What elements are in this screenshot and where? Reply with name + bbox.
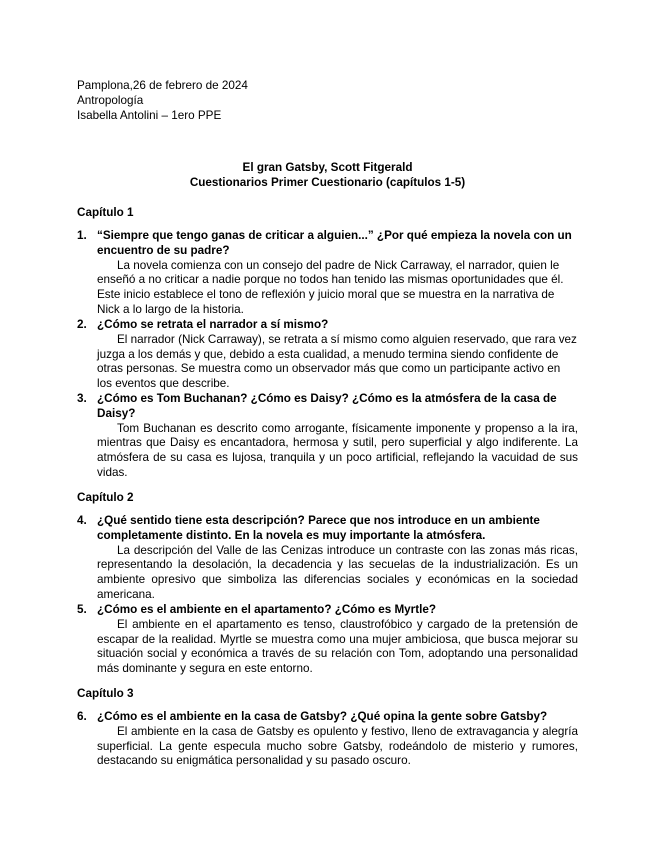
answer-text: La novela comienza con un consejo del padre de Nick Carraway, el narrador, quien le enseñó a no criticar a nadie porque no todos han tenido las mismas oportunidades que él. Este inicio establece el tono de reflexión y juicio moral que se muestra en la narrativa de Nick a lo largo de la historia.: [97, 258, 564, 316]
place-date: Pamplona,26 de febrero de 2024: [77, 79, 248, 92]
question-number: 6.: [77, 710, 87, 723]
title-line-1: El gran Gatsby, Scott Fitgerald: [242, 161, 413, 174]
question-item-1: [77, 229, 578, 318]
question-item-3: [77, 392, 578, 481]
document-title: [0, 160, 655, 190]
question-number: 2.: [77, 318, 87, 331]
document-header: [77, 78, 248, 123]
question-number: 3.: [77, 392, 87, 405]
question-number: 5.: [77, 603, 87, 616]
question-text: “Siempre que tengo ganas de criticar a alguien...” ¿Por qué empieza la novela con un encuentro de su padre?: [97, 229, 572, 257]
question-number: 1.: [77, 229, 87, 242]
question-text: ¿Qué sentido tiene esta descripción? Parece que nos introduce en un ambiente completamente distinto. En la novela es muy importante la atmósfera.: [97, 514, 540, 542]
answer-text: El ambiente en el apartamento es tenso, claustrofóbico y cargado de la pretensión de escapar de la realidad. Myrtle se muestra como una mujer ambiciosa, que busca mejorar su situación social y económica a través de su relación con Tom, adoptando una personalidad más dominante y segura en este entorno.: [97, 617, 578, 676]
question-item-2: [77, 318, 578, 392]
question-item-6: [77, 710, 578, 769]
chapter-heading-3: Capítulo 3: [77, 687, 134, 700]
question-text: ¿Cómo es el ambiente en la casa de Gatsby? ¿Qué opina la gente sobre Gatsby?: [97, 710, 548, 723]
answer-text: El ambiente en la casa de Gatsby es opulento y festivo, lleno de extravagancia y alegría superficial. La gente especula mucho sobre Gatsby, rodeándolo de misterio y rumores, destacando su enigmática personalidad y su pasado oscuro.: [97, 724, 578, 768]
question-text: ¿Cómo es el ambiente en el apartamento? ¿Cómo es Myrtle?: [97, 603, 437, 616]
question-item-4: [77, 514, 578, 603]
title-line-2: Cuestionarios Primer Cuestionario (capítulos 1-5): [189, 176, 466, 189]
subject: Antropología: [77, 94, 144, 107]
question-text: ¿Cómo se retrata el narrador a sí mismo?: [97, 318, 329, 331]
answer-text: El narrador (Nick Carraway), se retrata a sí mismo como alguien reservado, que rara vez juzga a los demás y que, debido a esta cualidad, a menudo termina siendo confidente de otras personas. Se muestra como un observador más que como un participante activo en los eventos que describe.: [97, 332, 577, 391]
chapter-heading-2: Capítulo 2: [77, 491, 134, 504]
student-name: Isabella Antolini – 1ero PPE: [77, 109, 222, 122]
answer-text: Tom Buchanan es descrito como arrogante, físicamente imponente y propenso a la ira, mientras que Daisy es encantadora, hermosa y sutil, pero superficial y algo indiferente. La atmósfera de su casa es lujosa, tranquila y un poco artificial, reflejando la vacuidad de sus vidas.: [97, 421, 578, 479]
question-text: ¿Cómo es Tom Buchanan? ¿Cómo es Daisy? ¿Cómo es la atmósfera de la casa de Daisy?: [97, 392, 557, 420]
question-number: 4.: [77, 514, 87, 527]
question-item-5: [77, 603, 578, 677]
chapter-heading-1: Capítulo 1: [77, 206, 134, 219]
answer-text: La descripción del Valle de las Cenizas introduce un contraste con las zonas más ricas, representando la desolación, la decadencia y las secuelas de la industrialización. Es un ambiente opresivo que simboliza las diferencias sociales y económicas en la sociedad americana.: [97, 543, 578, 601]
